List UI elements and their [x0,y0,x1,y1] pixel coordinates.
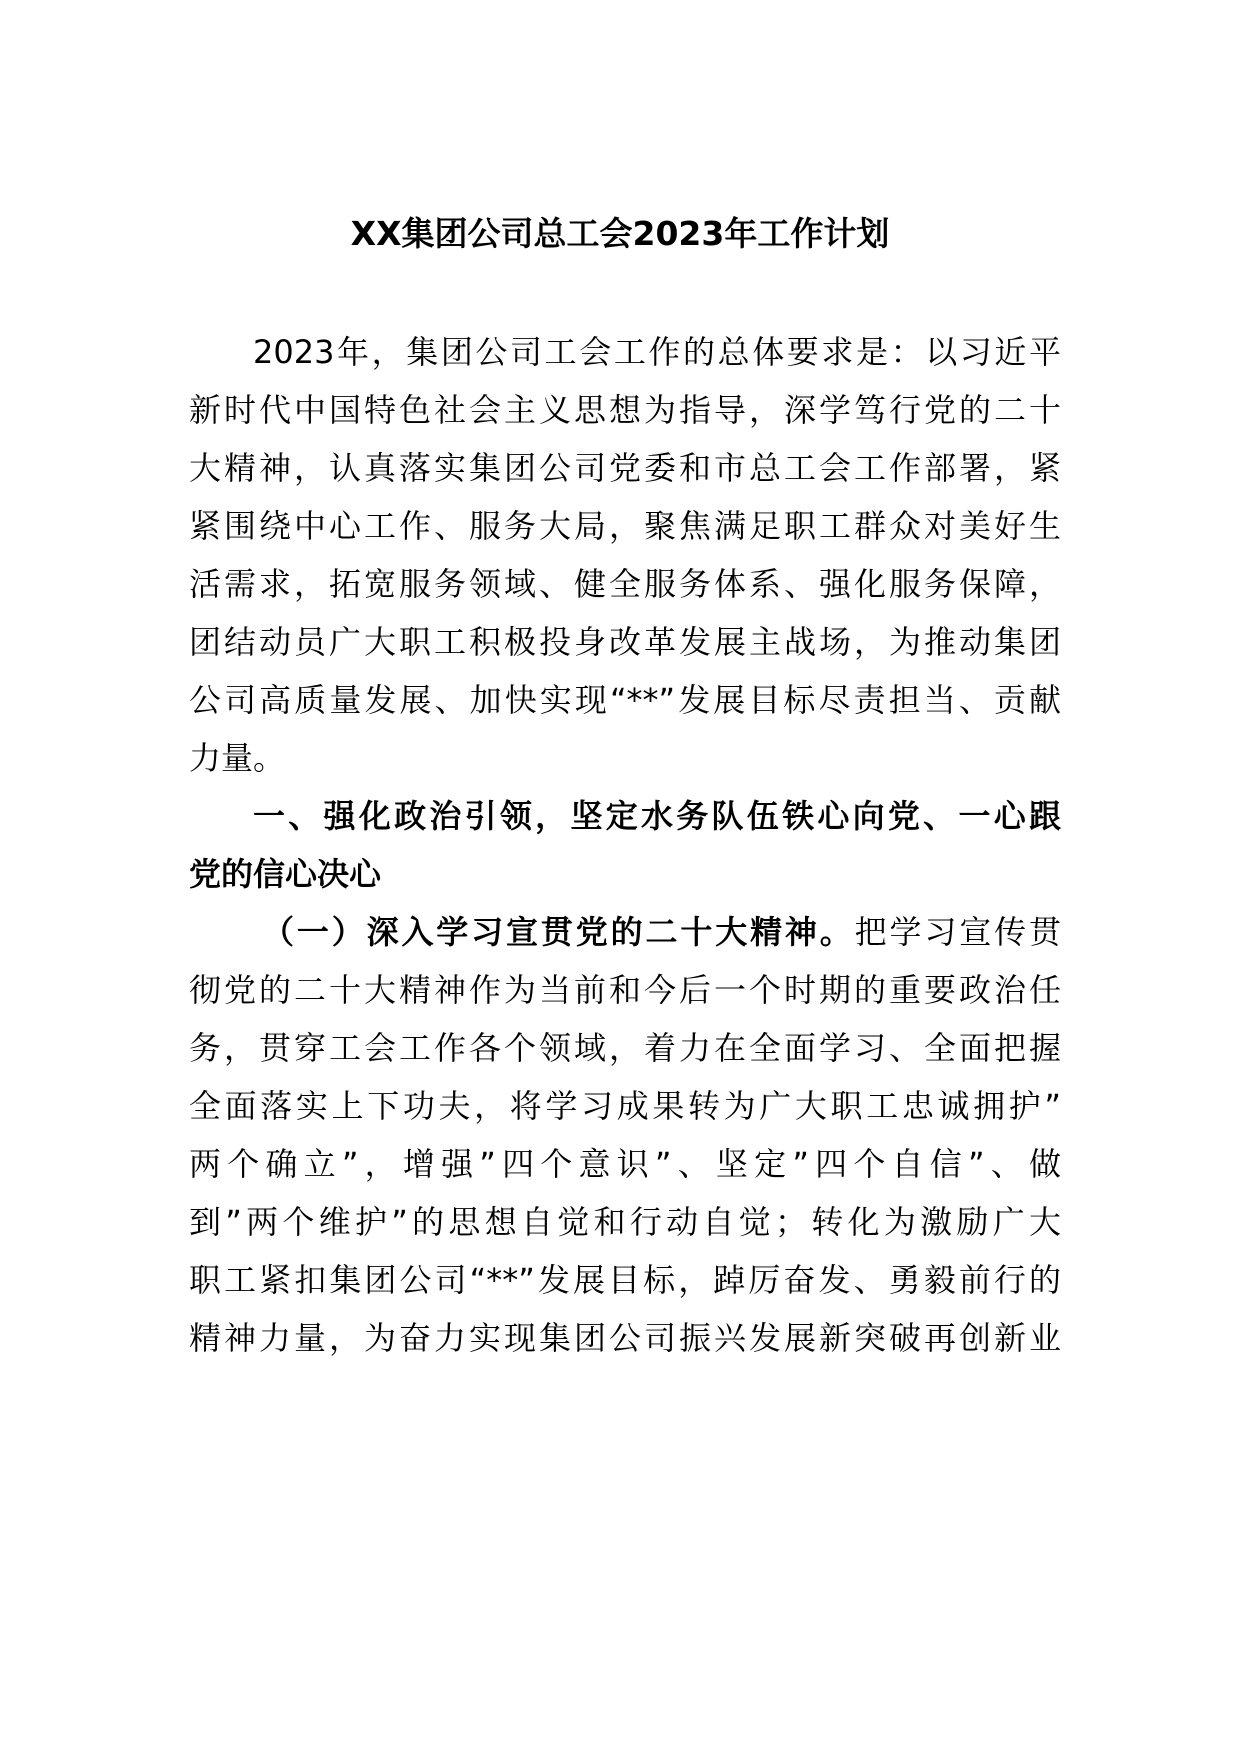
subsection-1-label: （一）深入学习宣贯党的二十大精神。 [262,913,855,951]
intro-line-2: 新时代中国特色社会主义思想为指导，深学笃行党的二十 [189,391,1061,429]
subsection-1-line-7: 职工紧扣集团公司“**”发展目标，踔厉奋发、勇毅前行的 [189,1261,1061,1299]
section-1-heading-line-1: 一、强化政治引领，坚定水务队伍铁心向党、一心跟 [253,797,1061,835]
subsection-1-line-5: 两个确立”，增强”四个意识”、坚定”四个自信”、做 [189,1145,1061,1183]
document-title: XX集团公司总工会2023年工作计划 [350,214,890,253]
subsection-1-first-text: 把学习宣传贯 [854,913,1061,951]
subsection-1-line-8: 精神力量，为奋力实现集团公司振兴发展新突破再创新业 [189,1319,1061,1357]
subsection-1-line-1 [262,906,1061,958]
intro-line-6: 团结动员广大职工积极投身改革发展主战场，为推动集团 [189,623,1061,661]
subsection-1-line-4: 全面落实上下功夫，将学习成果转为广大职工忠诚拥护” [189,1087,1061,1125]
section-1-heading-line-2: 党的信心决心 [189,855,382,893]
intro-line-8: 力量。 [189,739,286,777]
intro-line-7: 公司高质量发展、加快实现“**”发展目标尽责担当、贡献 [189,681,1061,719]
intro-line-3: 大精神，认真落实集团公司党委和市总工会工作部署，紧 [189,449,1061,487]
intro-line-4: 紧围绕中心工作、服务大局，聚焦满足职工群众对美好生 [189,507,1061,545]
subsection-1-line-3: 务，贯穿工会工作各个领域，着力在全面学习、全面把握 [189,1029,1061,1067]
subsection-1-line-6: 到”两个维护”的思想自觉和行动自觉；转化为激励广大 [189,1203,1061,1241]
subsection-1-line-2: 彻党的二十大精神作为当前和今后一个时期的重要政治任 [189,971,1061,1009]
intro-line-1: 2023年，集团公司工会工作的总体要求是：以习近平 [253,333,1061,371]
intro-line-5: 活需求，拓宽服务领域、健全服务体系、强化服务保障， [189,565,1061,603]
